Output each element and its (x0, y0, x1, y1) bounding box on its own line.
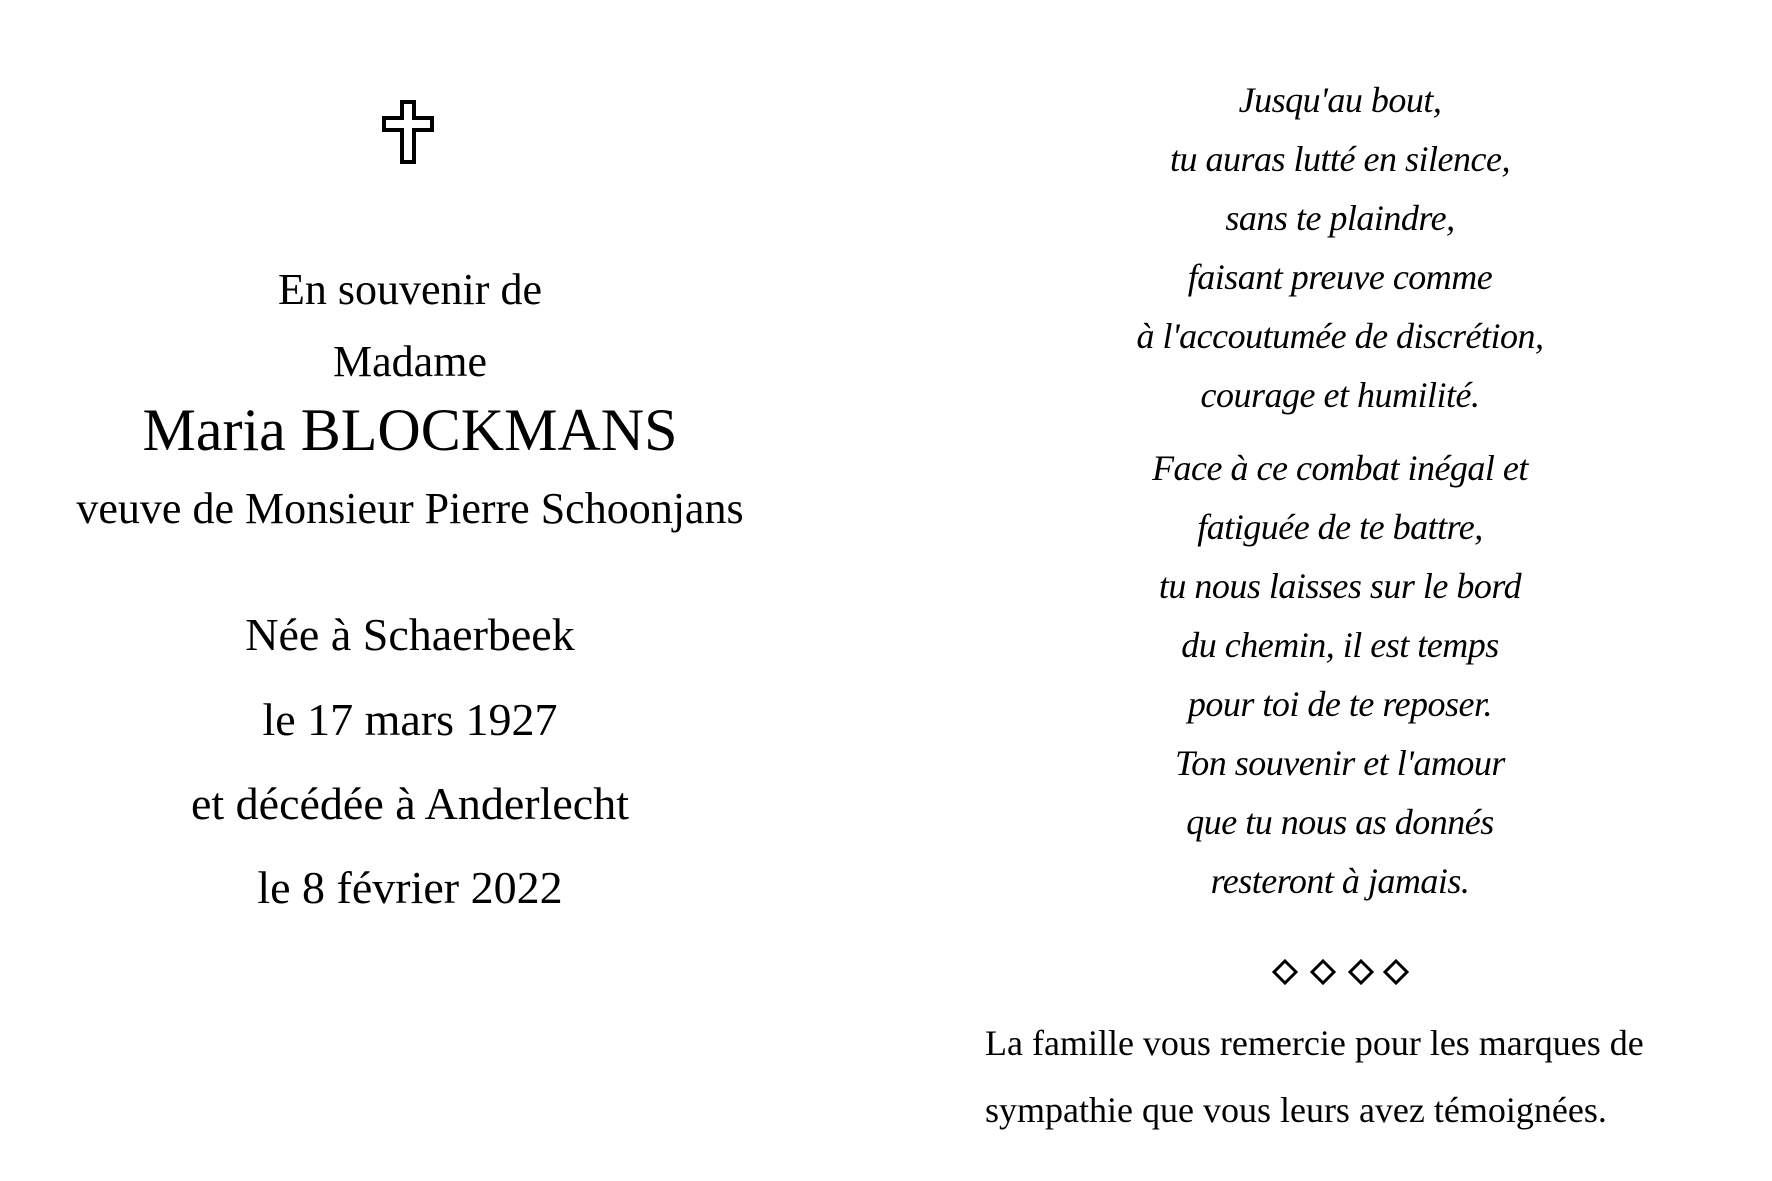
poem-line: tu nous laisses sur le bord (1158, 566, 1522, 606)
death-place: et décédée à Anderlecht (190, 778, 629, 829)
poem-line: sans te plaindre, (1225, 198, 1455, 238)
poem-line: courage et humilité. (1200, 375, 1480, 415)
birth-place: Née à Schaerbeek (245, 609, 575, 660)
birth-date: le 17 mars 1927 (262, 694, 558, 745)
poem-line: pour toi de te reposer. (1187, 684, 1493, 724)
spouse-text: veuve de Monsieur Pierre Schoonjans (76, 484, 744, 533)
poem-line: fatiguée de te battre, (1197, 507, 1483, 547)
deceased-name: Maria BLOCKMANS (142, 397, 678, 463)
diamond-ornament-icon (1270, 957, 1410, 987)
thanks-line-2: sympathie que vous leurs avez témoignées. (985, 1090, 1607, 1130)
poem-line: à l'accoutumée de discrétion, (1136, 316, 1544, 356)
thanks-line-1: La famille vous remercie pour les marques de (985, 1023, 1644, 1063)
cross-icon (382, 100, 434, 164)
poem-line: Face à ce combat inégal et (1152, 448, 1528, 488)
death-date: le 8 février 2022 (257, 862, 563, 913)
poem-line: resteront à jamais. (1210, 861, 1470, 901)
poem-line: que tu nous as donnés (1186, 802, 1494, 842)
poem-line: Jusqu'au bout, (1238, 80, 1442, 120)
poem-line: Ton souvenir et l'amour (1175, 743, 1505, 783)
poem-line: tu auras lutté en silence, (1170, 139, 1510, 179)
poem-line: du chemin, il est temps (1181, 625, 1499, 665)
title-text: Madame (333, 337, 487, 386)
intro-text: En souvenir de (278, 265, 542, 314)
poem-line: faisant preuve comme (1187, 257, 1493, 297)
